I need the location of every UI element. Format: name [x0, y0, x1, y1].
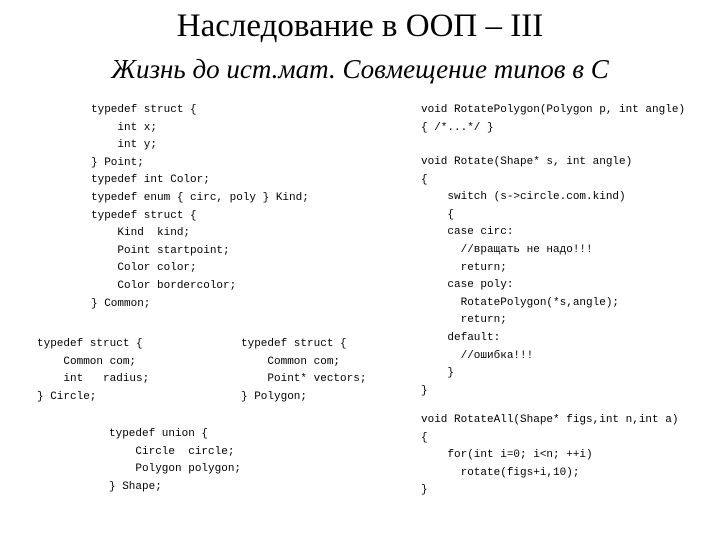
code-shape-union: typedef union { Circle circle; Polygon polygon; } Shape; — [109, 428, 242, 493]
code-point-common-typedefs: typedef struct { int x; int y; } Point; typedef int Color; typedef enum { circ, poly } Kind; typedef struct { Kind kind; Point startpoint; Color color; Color bordercolor; } Common; — [91, 104, 309, 310]
code-rotate-all-function: void RotateAll(Shape* figs,int n,int a) { for(int i=0; i<n; ++i) rotate(figs+i,10); } — [421, 414, 679, 497]
code-rotate-polygon-function: void RotatePolygon(Polygon p, int angle) { /*...*/ } — [421, 104, 686, 134]
slide-title: Наследование в ООП – III — [176, 8, 544, 44]
code-rotate-function: void Rotate(Shape* s, int angle) { switch (s->circle.com.kind) { case circ: //вращать не надо!!! return; case poly: RotatePolygon(*s,angle); return; default: //ошибка!!! } } — [421, 156, 633, 397]
code-polygon-struct: typedef struct { Common com; Point* vectors; } Polygon; — [241, 338, 367, 403]
slide-subtitle: Жизнь до ист.мат. Совмещение типов в C — [111, 54, 609, 84]
code-circle-struct: typedef struct { Common com; int radius; } Circle; — [37, 338, 150, 403]
